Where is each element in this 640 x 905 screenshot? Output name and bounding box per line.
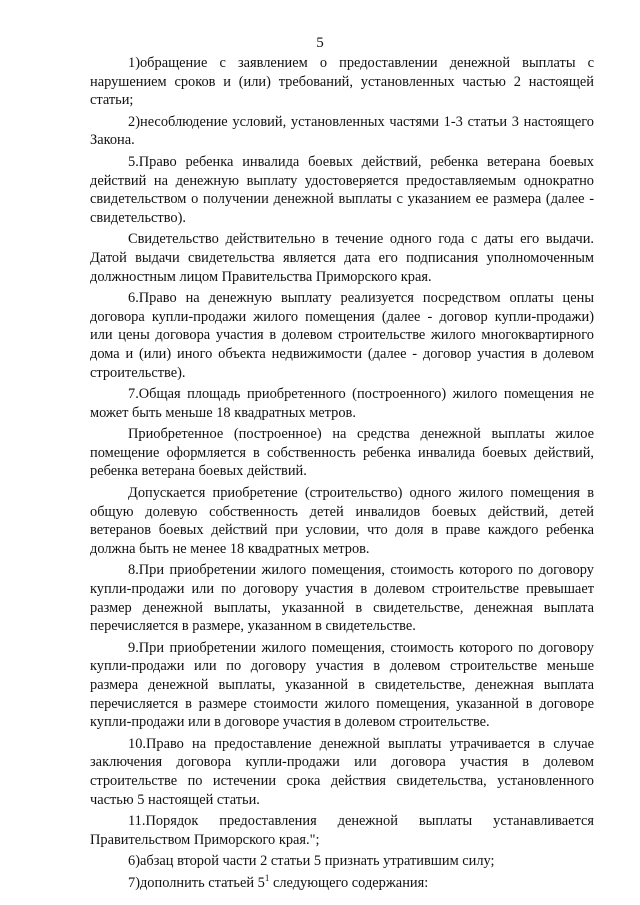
paragraph-amendment-7 bbox=[90, 874, 594, 893]
paragraph-amendment-6: 6)абзац второй части 2 статьи 5 признать утратившим силу; bbox=[128, 853, 495, 870]
paragraph-5: 5.Право ребенка инвалида боевых действий, ребенка ветерана боевых действий на денежную выплату удостоверяется предоставляемым однократно свидетельством о получении денежной выплаты с указанием ее размера (далее - свидетельство). bbox=[90, 153, 594, 226]
paragraph-11: 11.Порядок предоставления денежной выплаты устанавливается Правительством Приморского края."; bbox=[90, 813, 594, 848]
paragraph-certificate-validity: Свидетельство действительно в течение одного года с даты его выдачи. Датой выдачи свидетельства является дата его подписания уполномоченным должностным лицом Правительства Приморского края. bbox=[90, 231, 594, 285]
article-superscript: 1 bbox=[264, 873, 270, 884]
amendment-7-text-before: 7)дополнить статьей 5 bbox=[128, 874, 265, 891]
paragraph-6: 6.Право на денежную выплату реализуется посредством оплаты цены договора купли-продажи жилого помещения (далее - договор купли-продажи) или цены договора участия в долевом строительстве жилого многоквартирного дома и (или) иного объекта недвижимости (далее - договор участия в долевом строительстве). bbox=[90, 290, 594, 381]
page-number: 5 bbox=[316, 35, 324, 51]
paragraph-9: 9.При приобретении жилого помещения, стоимость которого по договору купли-продажи или по договору участия в долевом строительстве меньше размера денежной выплаты, указанной в свидетельстве, денежная выплата перечисляется в размере стоимости жилого помещения, указанной в договоре купли-продажи или в договоре участия в долевом строительстве. bbox=[90, 639, 594, 731]
paragraph-8: 8.При приобретении жилого помещения, стоимость которого по договору купли-продажи или по договору участия в долевом строительстве превышает размер денежной выплаты, указанной в свидетельстве, денежная выплата перечисляется в размере, указанном в свидетельстве. bbox=[90, 562, 594, 635]
amendment-7-text-after: следующего содержания: bbox=[269, 874, 429, 891]
paragraph-ownership: Приобретенное (построенное) на средства денежной выплаты жилое помещение оформляется в собственность ребенка инвалида боевых действий, ребенка ветерана боевых действий. bbox=[90, 426, 594, 480]
paragraph-7: 7.Общая площадь приобретенного (построенного) жилого помещения не может быть меньше 18 квадратных метров. bbox=[90, 386, 594, 421]
document-body bbox=[90, 54, 594, 896]
paragraph-item-1: 1)обращение с заявлением о предоставлении денежной выплаты с нарушением сроков и (или) требований, установленных частью 2 настоящей статьи; bbox=[90, 55, 594, 109]
paragraph-item-2: 2)несоблюдение условий, установленных частями 1-3 статьи 3 настоящего Закона. bbox=[90, 113, 594, 149]
paragraph-10: 10.Право на предоставление денежной выплаты утрачивается в случае заключения договора купли-продажи или договора участия в долевом строительстве по истечении срока действия свидетельства, установленного частью 5 настоящей статьи. bbox=[90, 735, 594, 808]
paragraph-shared-ownership: Допускается приобретение (строительство) одного жилого помещения в общую долевую собственность детей инвалидов боевых действий, детей ветеранов боевых действий при условии, что доля в праве каждого ребенка должна быть не менее 18 квадратных метров. bbox=[90, 485, 594, 557]
